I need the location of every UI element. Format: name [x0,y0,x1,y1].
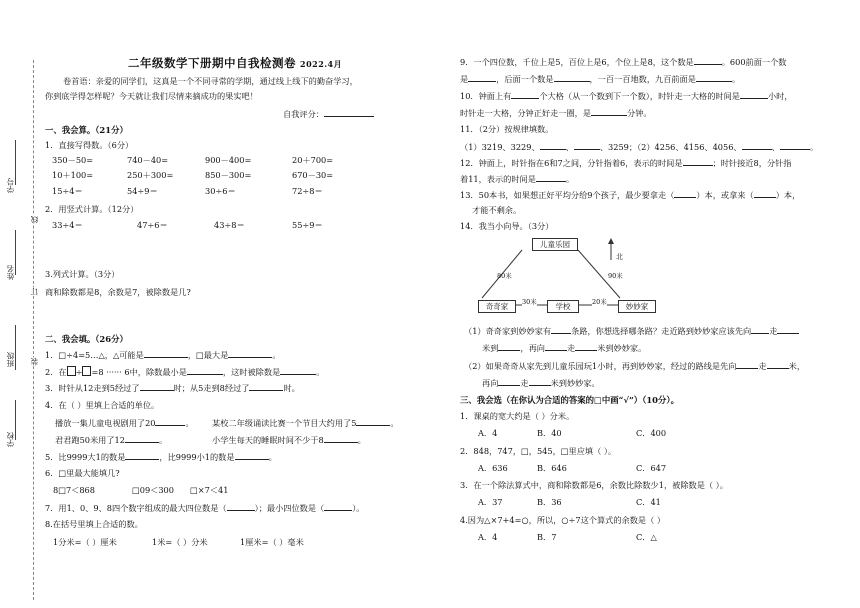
q13-text-c: ）本， [775,190,801,200]
side-label-name: 姓名 [6,265,15,280]
q14-1-text-b: 条路，你想选择哪条路？走近路到妙妙家应该先向 [571,326,752,336]
s2-q2-text-e: 。 [316,367,325,377]
self-eval-label: 自我评分： [283,109,324,119]
s2-q1-blank-1[interactable] [144,349,188,358]
s2-q4-3-text: 君君跑50米用了12 [55,435,125,445]
calc-1-1: 350－50= [52,155,94,165]
side-label-school: 学校 [6,432,15,447]
self-evaluation [283,108,374,120]
q9-line-1 [460,56,786,68]
q14-2-line-1 [464,360,805,372]
choice-3-question: 3．在一个除法算式中，商和除数都是6，余数比除数少1，被除数是（ ）。 [460,480,728,490]
s2-q2-text-c: =8 ······ 6中，除数最小是 [91,367,187,377]
q12-text-a: 12．钟面上，时针指在6和7之间，分针指着6，表示的时间是 [460,158,683,168]
q9-blank-4[interactable] [696,73,732,82]
q14-1-blank-4[interactable] [498,342,520,351]
s2-q5-blank-1[interactable] [125,451,159,460]
s2-q2-blank-1[interactable] [187,366,223,375]
s2-q7 [45,502,364,514]
side-label-student-id: 学号 [6,178,15,193]
q14-2-text-f: 米到妙妙家。 [550,378,600,388]
s2-q4-4-text: 小学生每天的睡眠时间不少于8 [212,435,324,445]
q9-text-c: 是 [460,74,469,84]
q9-blank-1[interactable] [694,56,722,65]
q11-blank-3[interactable] [742,141,772,150]
s2-q2 [45,366,324,378]
q14-1-blank-2[interactable] [751,325,769,334]
vertical-calc-1: 33÷4＝ [52,220,83,230]
q11-blank-2[interactable] [574,141,600,150]
s2-q4-label: 4．在（ ）里填上合适的单位。 [45,400,160,410]
q12-text-c: 着11，表示的时间是 [460,174,536,184]
q9-blank-2[interactable] [468,73,496,82]
s2-q4-item-1 [55,417,194,429]
dist-park-miaomiao: 90米 [608,272,623,280]
q10-text-a: 10．钟面上有 [460,91,512,101]
q14-label: 14．我当小向导。（3分） [460,221,554,231]
q13-text-a: 13．50本书，如果想正好平均分给9个孩子，最少要拿走（ [460,190,675,200]
q11-text-b: 、 [565,142,574,152]
exam-date: 2022.4月 [300,59,343,69]
s2-q2-blank-2[interactable] [280,366,316,375]
s1-q3-label: 3.列式计算。（3分） [45,269,120,279]
q11-text-d: 、 [771,142,780,152]
q14-2-blank-4[interactable] [529,377,551,386]
q9-text-b: 。600前面一个数 [721,57,787,67]
q14-2-text-c: 米， [788,361,806,371]
q10-line-1 [460,90,793,102]
s1-q1-label: 1．直接写得数。（6分） [45,140,134,150]
s2-q8-item-3: 1厘米=（ ）毫米 [240,537,304,547]
vertical-calc-3: 43÷8＝ [214,220,245,230]
q14-2-text-e: 走 [520,378,529,388]
q10-line-2 [460,107,652,119]
s2-q5 [45,451,277,463]
s1-q2-label: 2．用竖式计算。（12分） [45,204,139,214]
s2-q3-text-c: 时。 [283,383,300,393]
choice-1-question: 1．课桌的宽大约是（ ）分米。 [460,411,575,421]
choice-2-option-b[interactable]: B．646 [537,463,567,473]
cut-mark-xian: 线 [30,216,39,224]
q11-label: 11．（2分）按规律填数。 [460,124,554,134]
s2-q5-text-c: 。 [268,452,277,462]
choice-1-option-a[interactable]: A．4 [478,428,498,438]
s2-q1-text-b: ，□最大是 [187,350,229,360]
dividend-box[interactable] [67,366,76,376]
page-title [128,55,342,71]
s2-q4-4-end: 。 [357,435,366,445]
dist-qiqi-school: 30米 [522,298,537,306]
calc-3-1: 15÷4＝ [52,186,83,196]
q12-blank-1[interactable] [683,157,713,166]
s2-q7-text-b: ）；最小四位数是（ [254,503,325,513]
s2-q3-text-b: 时；从5走到8经过了 [173,383,250,393]
cut-mark-ding: 订 [30,288,39,296]
s2-q7-blank-2[interactable] [324,502,352,511]
binding-dashed-line [33,60,34,600]
s2-q4-2-blank[interactable] [356,417,390,426]
q9-blank-3[interactable] [554,73,590,82]
q10-text-d: 时针走一大格，分钟正好走一圈，是 [460,108,592,118]
q9-line-2 [460,73,740,85]
q11-text-c: 、3259；（2）4256、4156、4056、 [599,142,742,152]
choice-4-question: 4.因为△×7+4=○，所以，○÷7这个算式的余数是（ ） [460,515,666,525]
s2-q4-4-blank[interactable] [324,434,358,443]
q13-text-b: ）本，或拿来（ [696,190,754,200]
q10-blank-3[interactable] [591,107,627,116]
choice-3-option-b[interactable]: B．36 [537,497,562,507]
choice-4-option-b[interactable]: B．7 [537,532,557,542]
choice-2-question: 2．848，747，□，545，□里应填（ ）。 [460,446,617,456]
q11-text-a: （1）3219、3229、 [460,142,540,152]
calc-3-2: 54÷9＝ [127,186,158,196]
section-2-title: 二、我会填。（26分） [45,334,128,344]
q10-blank-1[interactable] [511,90,539,99]
choice-3-option-a[interactable]: A．37 [478,497,503,507]
q14-2-text-b: 走 [758,361,767,371]
s2-q8-item-2: 1米=（ ）分米 [152,537,208,547]
calc-3-4: 72÷8＝ [292,186,323,196]
choice-2-option-c[interactable]: C．647 [636,463,667,473]
calc-2-2: 250＋300= [127,170,174,180]
s2-q1-text-c: 。 [272,350,281,360]
s2-q3 [45,382,300,394]
q13-blank-1[interactable] [674,189,696,198]
choice-1-option-b[interactable]: B．40 [537,428,562,438]
s2-q8-item-1: 1分米=（ ）厘米 [53,537,117,547]
calc-2-3: 850－300= [205,170,252,180]
q11-blank-1[interactable] [540,141,566,150]
s2-q4-item-3 [55,434,167,446]
calc-1-4: 20＋700= [292,155,334,165]
vertical-calc-2: 47÷6＝ [137,220,168,230]
q9-text-d: ，后面一个数是 [496,74,554,84]
s2-q6-item-3: □×7＜41 [190,485,229,495]
dist-park-qiqi: 80米 [497,272,512,280]
calc-3-3: 30÷6＝ [205,186,236,196]
s2-q6-item-1: 8□7＜868 [53,485,95,495]
calc-1-2: 740－40= [127,155,169,165]
s2-q2-text-a: 2．在 [45,367,67,377]
s2-q3-blank-1[interactable] [140,382,174,391]
intro-line-2: 你到底学得怎样呢？今天就让我们尽情来摘成功的果实吧！ [45,91,258,101]
q12-line-2 [460,173,574,185]
calc-2-4: 670－30= [292,170,334,180]
s2-q6-item-2: □09＜300 [132,485,174,495]
q14-1-text-d: 米到 [482,343,499,353]
q9-text-e: ，一百一百地数，九百前面是 [589,74,696,84]
q14-1-text-g: 米到妙妙家。 [597,343,647,353]
q9-text-a: 9．一个四位数，千位上是5，百位上是6，个位上是8，这个数是 [460,57,694,67]
cut-mark-zhuang: 装 [30,358,39,366]
q14-2-line-2 [482,377,600,389]
s2-q2-text-d: ，这时被除数是 [222,367,281,377]
q12-text-d: 。 [565,174,575,184]
q13-line-2: 才能不剩余。 [472,205,522,215]
node-miaomiao-home: 妙妙家 [618,300,656,313]
q14-1-text-a: （1）奇奇家到妙妙家有 [464,326,552,336]
choice-3-option-c[interactable]: C．41 [636,497,661,507]
q10-text-c: 小时， [767,91,793,101]
s2-q3-blank-2[interactable] [249,382,283,391]
node-school: 学校 [547,300,579,313]
node-qiqi-home: 奇奇家 [478,300,516,313]
choice-2-option-a[interactable]: A．636 [478,463,508,473]
q11-sequences [460,141,818,153]
calc-2-1: 10＋100= [52,170,94,180]
s1-q3-text: 商和除数都是8，余数是7，被除数是几? [45,287,191,297]
q11-blank-4[interactable] [780,141,810,150]
s2-q4-1-text: 播放一集儿童电视剧用了20 [55,418,156,428]
q11-text-e: 。 [809,142,819,152]
s2-q4-item-2 [212,417,399,429]
dist-school-miaomiao: 20米 [592,298,607,306]
s2-q1-blank-2[interactable] [228,349,272,358]
s2-q4-2-text: 某校二年级诵读比赛一个节目大约用了5 [212,418,357,428]
q14-2-text-a: （2）如果奇奇从家先到儿童乐园玩1小时，再到妙妙家，经过的路线是先向 [464,361,737,371]
q10-blank-2[interactable] [740,90,768,99]
s2-q3-text-a: 3．时针从12走到5经过了 [45,383,140,393]
choice-1-option-c[interactable]: C．400 [636,428,667,438]
s2-q4-1-blank[interactable] [155,417,185,426]
calc-1-3: 900－400= [205,155,252,165]
side-label-class: 班级 [6,352,15,367]
q14-1-text-c: 走 [769,326,778,336]
s2-q4-2-end: 。 [390,418,399,428]
q14-1-blank-3[interactable] [777,325,799,334]
s2-q7-text-a: 7．用1、0、9、8四个数字组成的最大四位数是（ [45,503,227,513]
intro-line-1: 卷首语：亲爱的同学们，这真是一个不同寻常的学期，通过线上线下的勤奋学习， [63,76,358,86]
vertical-calc-4: 55÷9＝ [292,220,323,230]
s2-q5-blank-2[interactable] [235,451,269,460]
s2-q5-text-b: ，比9999小1的数是 [159,452,235,462]
q14-1-line-2 [482,342,646,354]
q14-1-blank-5[interactable] [545,342,567,351]
self-eval-blank[interactable] [324,108,374,117]
q12-line-1 [460,157,791,169]
q14-2-blank-1[interactable] [736,360,758,369]
s2-q7-blank-1[interactable] [227,502,255,511]
s2-q2-text-b: ÷ [75,367,83,377]
q14-2-blank-2[interactable] [767,360,789,369]
s2-q6-label: 6．□里最大能填几? [45,468,120,478]
q9-text-f: 。 [731,74,741,84]
q10-text-e: 分钟。 [627,108,652,118]
s2-q1-text-a: 1．□÷4=5…△，△可能是 [45,350,144,360]
section-1-title: 一、我会算。（21分） [45,125,128,135]
q14-2-text-d: 再向 [482,378,499,388]
north-label: 北 [616,253,623,261]
north-arrow-head [608,238,614,244]
q13-line-1 [460,189,800,201]
q13-blank-2[interactable] [754,189,776,198]
node-childrens-park: 儿童乐园 [532,238,578,251]
title-text: 二年级数学下册期中自我检测卷 [128,56,296,70]
q12-text-b: ；时针接近8，分针指 [712,158,792,168]
s2-q4-item-4 [212,434,366,446]
q10-text-b: 个大格（从一个数到下一个数），时针走一大格的时间是 [539,91,740,101]
section-3-title: 三、我会选（在你认为合适的答案的□中画“√”）（10分）。 [460,395,679,405]
q12-blank-2[interactable] [536,173,566,182]
q14-1-line-1 [464,325,799,337]
q14-1-text-e: ，再向 [520,343,545,353]
q14-2-blank-3[interactable] [498,377,520,386]
s2-q5-text-a: 5．比9999大1的数是 [45,452,126,462]
s2-q8-label: 8.在括号里填上合适的数。 [45,519,143,529]
s2-q7-text-c: ）。 [352,503,365,513]
q14-1-blank-6[interactable] [575,342,597,351]
q14-1-blank-1[interactable] [551,325,571,334]
s2-q4-1-end: 。 [185,418,194,428]
choice-4-option-a[interactable]: A．4 [478,532,498,542]
s2-q4-3-blank[interactable] [125,434,159,443]
s2-q1 [45,349,281,361]
choice-4-option-c[interactable]: C．△ [636,532,657,542]
q14-1-text-f: 走 [566,343,576,353]
s2-q4-3-end: 。 [158,435,168,445]
